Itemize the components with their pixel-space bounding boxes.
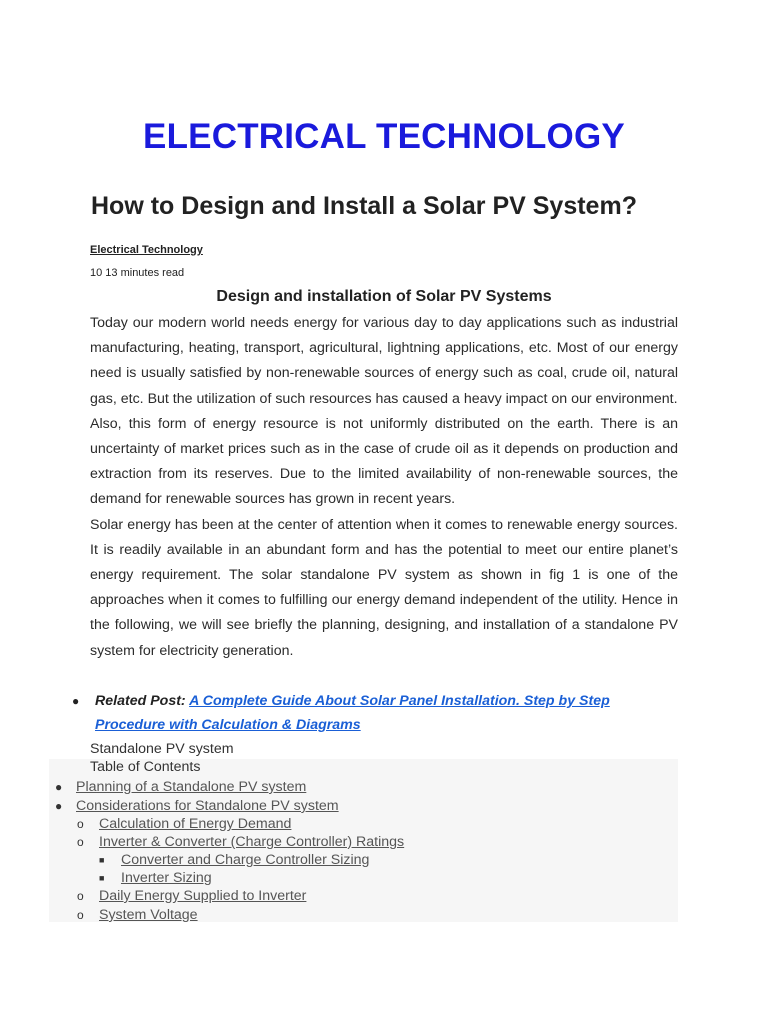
bullet-icon: ● [72,694,80,708]
article-body [90,311,678,664]
toc-item [77,887,307,905]
site-title: ELECTRICAL TECHNOLOGY [143,117,625,156]
read-time: 10 13 minutes read [90,267,185,279]
circle-bullet-icon: o [77,908,84,922]
toc-item [77,815,292,833]
square-bullet-icon: ■ [99,855,105,865]
toc-item [55,778,307,796]
toc-item [77,906,198,924]
section-heading: Design and installation of Solar PV Systems [216,288,552,305]
figure-caption: Standalone PV system [90,741,234,757]
circle-bullet-icon: o [77,889,84,903]
toc-item [55,797,339,815]
toc-item [99,869,212,887]
toc-item [99,851,370,869]
paragraph: Also, this form of energy resource is not uniformly distributed on the earth. There is an uncertainty of market prices such as in the case of crude oil as it depends on production and extraction from its reserves. Due to the limited availability of non-renewable sources, the demand for renewable sources has grown in recent years. [90,415,678,508]
paragraph: Solar energy has been at the center of attention when it comes to renewable energy sources. It is readily available in an abundant form and has the potential to meet our entire planet’s energy requirement. The solar standalone PV system as shown in fig 1 is one of the approaches when it comes to fulfilling our energy demand independent of the utility. Hence in the following, we will see briefly the planning, designing, and installation of a standalone PV system for electricity generation. [90,516,678,659]
paragraph: Today our modern world needs energy for various day to day applications such as industrial manufacturing, heating, transport, agricultural, lightning applications, etc. Most of our energy need is usually satisfied by non-renewable sources of energy such as coal, crude oil, natural gas, etc. But the utilization of such resources has caused a heavy impact on our environment. [90,315,678,407]
toc-title: Table of Contents [90,759,201,775]
square-bullet-icon: ■ [99,873,105,883]
toc-link-inverter-sizing[interactable]: Inverter Sizing [121,870,212,886]
toc-link-daily-energy[interactable]: Daily Energy Supplied to Inverter [99,888,307,904]
toc-link-system-voltage[interactable]: System Voltage [99,907,198,923]
toc-link-energy-demand[interactable]: Calculation of Energy Demand [99,816,292,832]
circle-bullet-icon: o [77,835,84,849]
related-post-link[interactable]: A Complete Guide About Solar Panel Installation. Step by Step Procedure with Calculation & Diagrams [95,693,610,733]
author-link[interactable]: Electrical Technology [90,244,203,256]
toc-link-converter-sizing[interactable]: Converter and Charge Controller Sizing [121,852,370,868]
bullet-icon: ● [55,799,63,813]
toc-item [77,833,405,851]
bullet-icon: ● [55,780,63,794]
toc-link-inverter-converter-ratings[interactable]: Inverter & Converter (Charge Controller) Ratings [99,834,405,850]
toc-link-planning[interactable]: Planning of a Standalone PV system [76,779,307,795]
related-post-label: Related Post: [95,693,186,709]
toc-link-considerations[interactable]: Considerations for Standalone PV system [76,798,339,814]
article-title: How to Design and Install a Solar PV System? [91,192,637,220]
related-post [72,689,672,737]
circle-bullet-icon: o [77,817,84,831]
